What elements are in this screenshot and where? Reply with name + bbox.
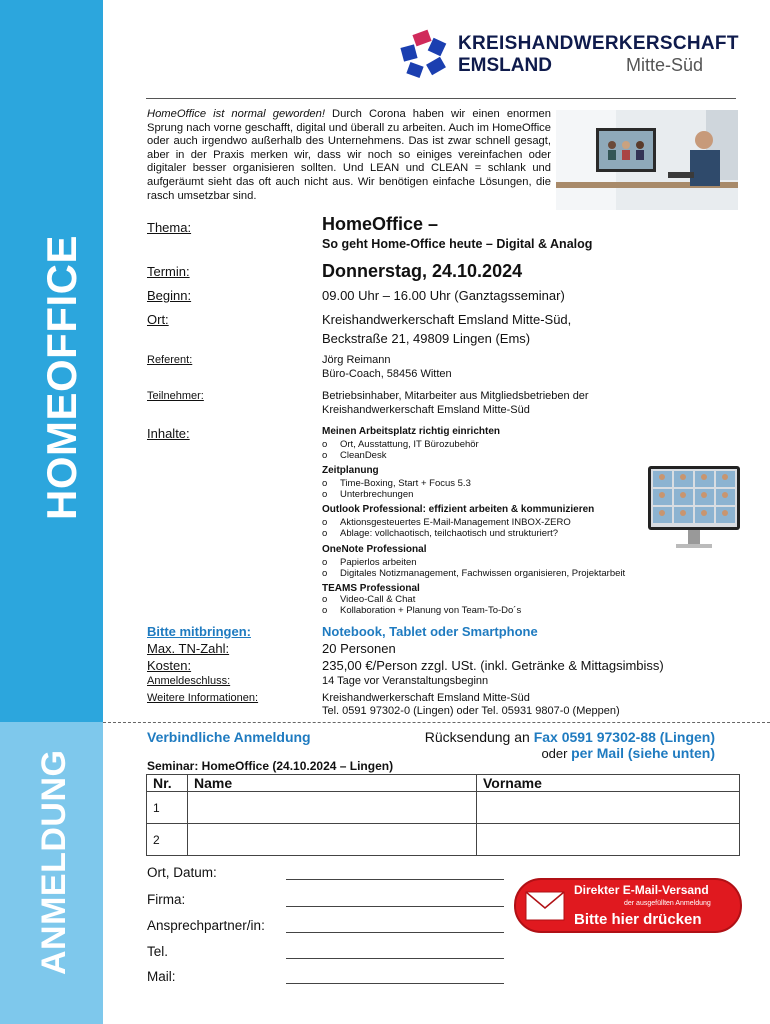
row-number: 1 <box>147 792 188 824</box>
info-label: Weitere Informationen: <box>147 692 259 704</box>
name-field[interactable] <box>188 824 477 856</box>
ort-value-line1: Kreishandwerkerschaft Emsland Mitte-Süd, <box>322 312 572 327</box>
beginn-label: Beginn: <box>147 288 192 303</box>
intro-lead: HomeOffice ist normal geworden! <box>147 108 325 120</box>
inhalte-section-title: Meinen Arbeitsplatz richtig einrichten <box>322 426 500 437</box>
tn-value: 20 Personen <box>322 641 396 656</box>
ort-label: Ort: <box>147 312 169 327</box>
termin-label: Termin: <box>147 264 190 279</box>
thema-title: HomeOffice – <box>322 214 439 234</box>
fax-number: Fax 0591 97302-88 (Lingen) <box>533 729 715 745</box>
cut-line <box>103 722 770 723</box>
mitbringen-label: Bitte mitbringen: <box>147 624 251 639</box>
seminar-line: Seminar: HomeOffice (24.10.2024 – Lingen) <box>147 759 394 773</box>
inhalte-item: o Kollaboration + Planung von Team-To-Do´s <box>322 605 522 616</box>
inhalte-section-title: Zeitplanung <box>322 465 379 476</box>
sidebar-title-anmeldung: ANMELDUNG <box>35 749 73 975</box>
col-name: Name <box>188 775 477 792</box>
name-field[interactable] <box>188 792 477 824</box>
vorname-field[interactable] <box>477 824 740 856</box>
inhalte-item: o Time-Boxing, Start + Focus 5.3 <box>322 478 471 489</box>
registration-table <box>146 774 740 856</box>
video-call-monitor-icon <box>648 466 740 552</box>
schluss-value: 14 Tage vor Veranstaltungsbeginn <box>322 675 489 687</box>
inhalte-item: o CleanDesk <box>322 450 387 461</box>
logo-line1: KREISHANDWERKERSCHAFT <box>458 33 739 54</box>
mail-button-line1: Direkter E-Mail-Versand <box>574 883 709 897</box>
inhalte-label: Inhalte: <box>147 426 190 441</box>
inhalte-item: o Ort, Ausstattung, IT Bürozubehör <box>322 439 479 450</box>
mail-line: oder per Mail (siehe unten) <box>541 745 715 761</box>
inhalte-item: o Papierlos arbeiten <box>322 557 417 568</box>
inhalte-item: o Video-Call & Chat <box>322 594 416 605</box>
ansprechpartner-field[interactable] <box>286 932 504 933</box>
kosten-value: 235,00 €/Person zzgl. USt. (inkl. Getränke & Mittagsimbiss) <box>322 658 664 673</box>
intro-text <box>147 108 551 203</box>
col-nr: Nr. <box>147 775 188 792</box>
referent-title: Büro-Coach, 58456 Witten <box>322 368 452 380</box>
ansprechpartner-label: Ansprechpartner/in: <box>147 918 265 933</box>
fax-line: Rücksendung an Fax 0591 97302-88 (Lingen) <box>424 729 715 745</box>
inhalte-section-title: OneNote Professional <box>322 544 427 555</box>
col-vorname: Vorname <box>477 775 740 792</box>
inhalte-item: o Aktionsgesteuertes E-Mail-Management INBOX-ZERO <box>322 517 571 528</box>
email-send-button[interactable] <box>514 878 742 933</box>
teilnehmer-line2: Kreishandwerkerschaft Emsland Mitte-Süd <box>322 404 530 416</box>
teilnehmer-label: Teilnehmer: <box>147 390 204 402</box>
ort-datum-label: Ort, Datum: <box>147 865 217 880</box>
info-line2: Tel. 0591 97302-0 (Lingen) oder Tel. 05931 9807-0 (Meppen) <box>322 705 620 717</box>
logo-line3: Mitte-Süd <box>626 55 704 75</box>
firma-label: Firma: <box>147 892 186 907</box>
referent-label: Referent: <box>147 354 193 366</box>
referent-name: Jörg Reimann <box>322 354 391 366</box>
ort-value-line2: Beckstraße 21, 49809 Lingen (Ems) <box>322 331 531 346</box>
mail-field[interactable] <box>286 983 504 984</box>
mail-button-line2: der ausgefüllten Anmeldung <box>624 900 711 907</box>
mail-instruction: per Mail (siehe unten) <box>571 745 715 761</box>
mitbringen-value: Notebook, Tablet oder Smartphone <box>322 624 538 639</box>
schluss-label: Anmeldeschluss: <box>147 675 231 687</box>
vorname-field[interactable] <box>477 792 740 824</box>
inhalte-section-title: TEAMS Professional <box>322 583 420 594</box>
tel-label: Tel. <box>147 944 169 959</box>
envelope-icon <box>526 892 564 920</box>
mail-label: Mail: <box>147 969 176 984</box>
thema-label: Thema: <box>147 220 192 235</box>
registration-title: Verbindliche Anmeldung <box>147 729 311 745</box>
teilnehmer-line1: Betriebsinhaber, Mitarbeiter aus Mitgliedsbetrieben der <box>322 390 589 402</box>
inhalte-item: o Unterbrechungen <box>322 489 414 500</box>
logo-line2: EMSLAND <box>458 55 552 76</box>
firma-field[interactable] <box>286 906 504 907</box>
intro-body: Durch Corona haben wir einen enormen Sprung nach vorne geschafft, digital und überall zu arbeiten. Auch im HomeOffice oder auch irgendwo außerhalb des Unternehmens. Das ist zwar schnell gesagt, aber in der Praxis merken wir, dass wir noch so einiges vereinfachen oder digitaler besser organisieren sollten. Und LEAN und CLEAN = schlank und aufgeräumt sieht das oft auch nicht aus. Wir benötigen einfache Lösungen, die rasch umsetzbar sind. <box>147 108 551 202</box>
homeoffice-photo <box>556 110 738 210</box>
termin-value: Donnerstag, 24.10.2024 <box>322 261 523 281</box>
info-line1: Kreishandwerkerschaft Emsland Mitte-Süd <box>322 692 530 704</box>
inhalte-item: o Ablage: vollchaotisch, teilchaotisch und strukturiert? <box>322 528 559 539</box>
header-divider <box>146 98 736 99</box>
table-row <box>147 792 740 824</box>
thema-subtitle: So geht Home-Office heute – Digital & Analog <box>322 237 593 251</box>
inhalte-item: o Digitales Notizmanagement, Fachwissen organisieren, Projektarbeit <box>322 568 626 579</box>
sidebar-title-homeoffice: HOMEOFFICE <box>38 235 85 520</box>
table-row <box>147 824 740 856</box>
kosten-label: Kosten: <box>147 658 192 673</box>
tn-label: Max. TN-Zahl: <box>147 641 230 656</box>
beginn-value: 09.00 Uhr – 16.00 Uhr (Ganztagsseminar) <box>322 288 565 303</box>
inhalte-section-title: Outlook Professional: effizient arbeiten & kommunizieren <box>322 504 595 515</box>
row-number: 2 <box>147 824 188 856</box>
ort-datum-field[interactable] <box>286 879 504 880</box>
tel-field[interactable] <box>286 958 504 959</box>
mail-button-line3: Bitte hier drücken <box>574 911 702 928</box>
